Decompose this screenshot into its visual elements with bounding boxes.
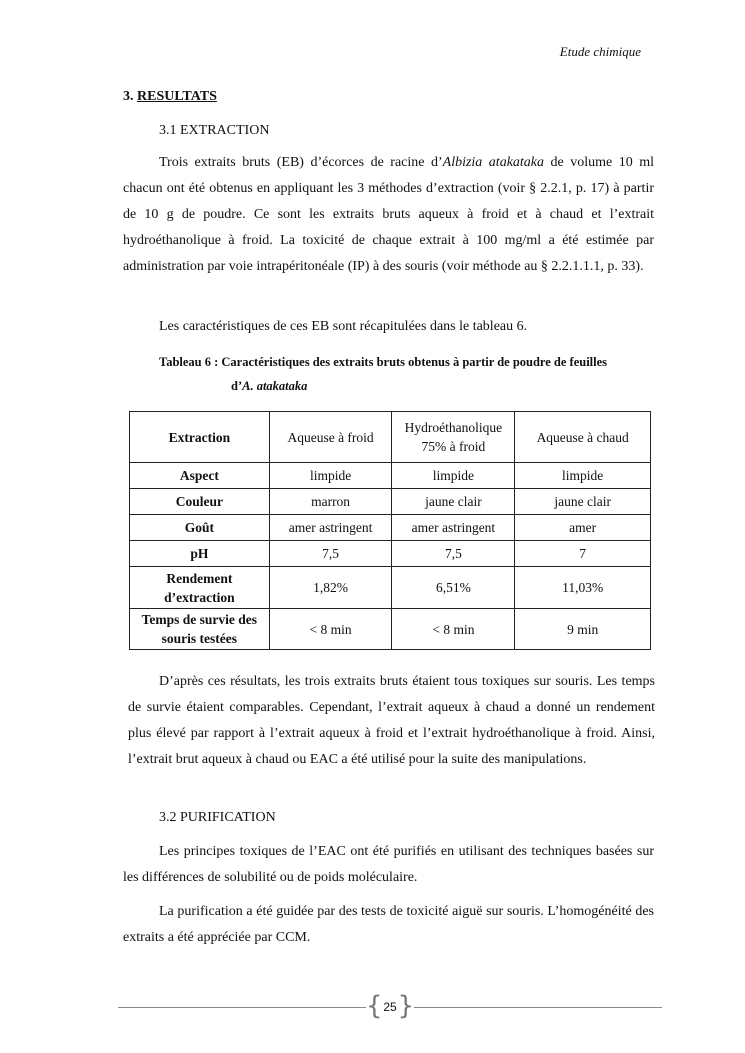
footer-rule-right	[414, 1007, 662, 1008]
table-cell: limpide	[392, 463, 515, 489]
table-row-aspect	[130, 463, 651, 489]
caption-prefix: d’	[231, 379, 243, 393]
paragraph-purification-principles	[123, 839, 654, 891]
characteristics-table	[129, 411, 651, 650]
table-cell: 7,5	[392, 541, 515, 567]
caption-species: A. atakataka	[242, 379, 308, 393]
table-header-row	[130, 412, 651, 463]
section-title: RESULTATS	[137, 89, 217, 104]
table-cell: limpide	[269, 463, 392, 489]
table-row-gout	[130, 515, 651, 541]
left-brace-icon: {	[366, 991, 383, 1021]
section-number: 3.	[123, 89, 134, 104]
footer-rule-left	[118, 1007, 366, 1008]
paragraph-results-discussion	[128, 669, 655, 773]
page-number-box	[366, 991, 414, 1021]
table-cell: jaune clair	[515, 489, 651, 515]
p4-text: Les principes toxiques de l’EAC ont été purifiés en utilisant des techniques basées sur les différences de solubilité ou de poids moléculaire.	[123, 844, 654, 885]
p2-text: Les caractéristiques de ces EB sont récapitulées dans le tableau 6.	[159, 319, 528, 334]
table-caption	[159, 350, 659, 398]
table-cell: < 8 min	[392, 609, 515, 650]
p1-before: Trois extraits bruts (EB) d’écorces de racine d’	[159, 155, 443, 170]
table-cell: amer astringent	[269, 515, 392, 541]
header-hydroethanolique: Hydroéthanolique 75% à froid	[392, 412, 515, 463]
paragraph-extraction-intro	[123, 150, 654, 280]
p1-after: de volume 10 ml chacun ont été obtenus en appliquant les 3 méthodes d’extraction (voir § 2.2.1, p. 17) à partir de 10 g de poudre. Ce sont les extraits bruts aqueux à froid et à chaud et l’extrait hydroéthanolique à froid. La toxicité de chaque extrait à 100 mg/ml a été estimée par administration par voie intrapéritonéale (IP) à des souris (voir méthode au § 2.2.1.1.1, p. 33).	[123, 155, 654, 274]
page-number: 25	[383, 1000, 397, 1014]
species-name: Albizia atakataka	[442, 155, 545, 170]
row-label: Rendement d’extraction	[130, 567, 270, 609]
header-extraction: Extraction	[130, 412, 270, 463]
row-label: pH	[130, 541, 270, 567]
table-cell: 1,82%	[269, 567, 392, 609]
table-cell: 11,03%	[515, 567, 651, 609]
right-brace-icon: }	[397, 991, 414, 1021]
table-cell: amer astringent	[392, 515, 515, 541]
caption-line2	[159, 374, 659, 398]
header-aqueuse-froid: Aqueuse à froid	[269, 412, 392, 463]
section-heading	[123, 89, 217, 105]
table-cell: amer	[515, 515, 651, 541]
table-cell: marron	[269, 489, 392, 515]
table-cell: 7,5	[269, 541, 392, 567]
caption-line1: Tableau 6 : Caractéristiques des extraits bruts obtenus à partir de poudre de feuilles	[159, 355, 608, 369]
table-cell: 6,51%	[392, 567, 515, 609]
row-label: Aspect	[130, 463, 270, 489]
table-cell: 7	[515, 541, 651, 567]
table-row-couleur	[130, 489, 651, 515]
row-label: Goût	[130, 515, 270, 541]
row-label: Temps de survie des souris testées	[130, 609, 270, 650]
subsection-extraction-title: 3.1 EXTRACTION	[159, 123, 270, 138]
p3-text: D’après ces résultats, les trois extraits bruts étaient tous toxiques sur souris. Les temps de survie étaient comparables. Cependant, l’extrait aqueux à chaud a donné un rendement plus élevé par rapport à l’extrait aqueux à froid et l’extrait hydroéthanolique à froid. Ainsi, l’extrait brut aqueux à chaud ou EAC a été utilisé pour la suite des manipulations.	[128, 674, 655, 767]
p5-text: La purification a été guidée par des tests de toxicité aiguë sur souris. L’homogénéité des extraits a été appréciée par CCM.	[123, 904, 654, 945]
table-row-ph	[130, 541, 651, 567]
paragraph-table-ref	[123, 314, 654, 340]
table-cell: 9 min	[515, 609, 651, 650]
table-row-rendement	[130, 567, 651, 609]
subsection-purification-title: 3.2 PURIFICATION	[159, 810, 276, 825]
running-header: Etude chimique	[559, 44, 641, 59]
table-cell: < 8 min	[269, 609, 392, 650]
row-label: Couleur	[130, 489, 270, 515]
paragraph-purification-guided	[123, 899, 654, 951]
table-cell: jaune clair	[392, 489, 515, 515]
header-aqueuse-chaud: Aqueuse à chaud	[515, 412, 651, 463]
table-cell: limpide	[515, 463, 651, 489]
table-row-survie	[130, 609, 651, 650]
